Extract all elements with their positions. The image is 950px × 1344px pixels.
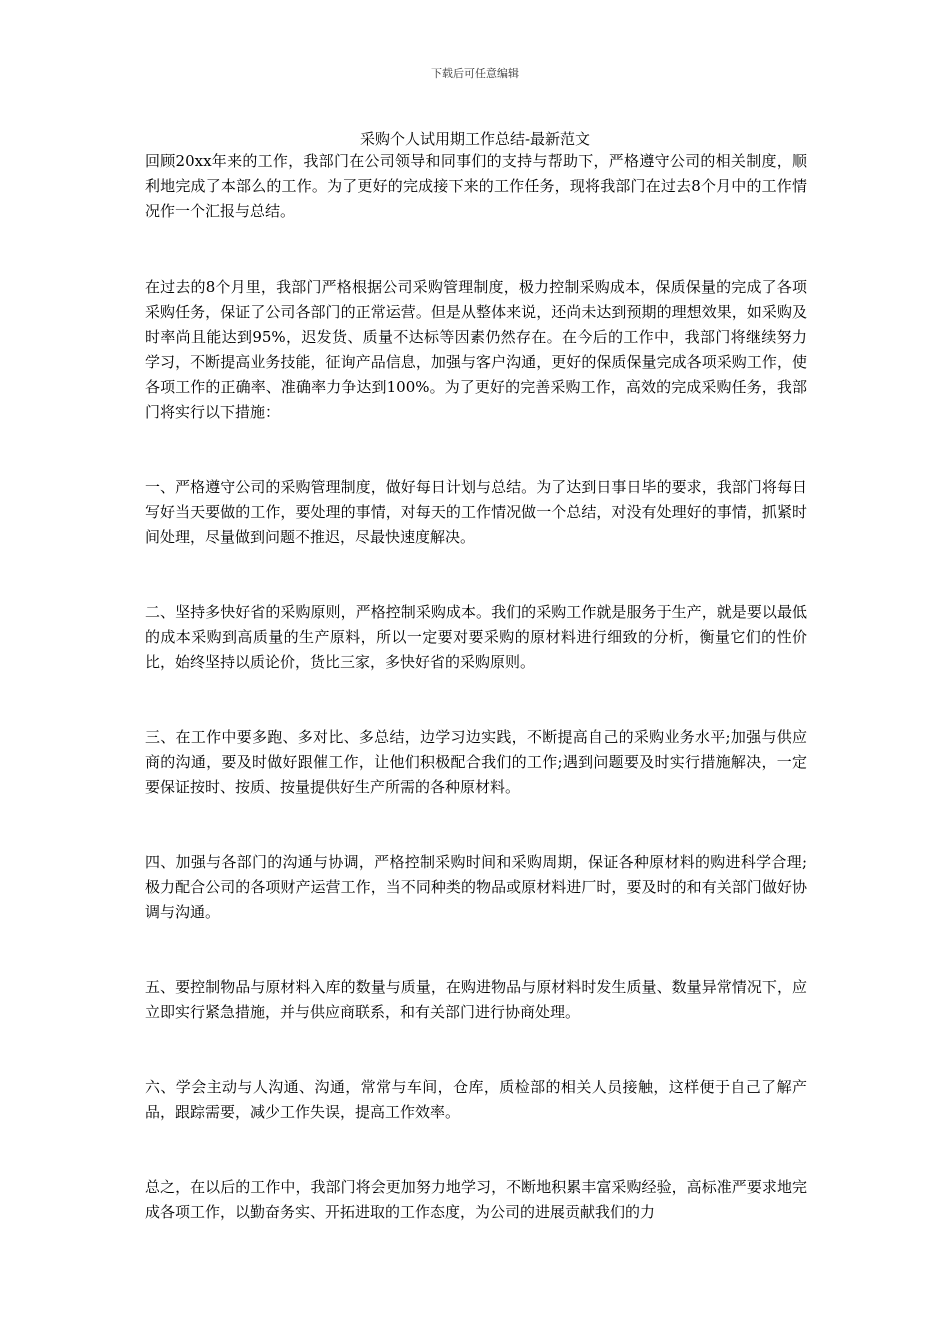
paragraph-measure-1: 一、严格遵守公司的采购管理制度，做好每日计划与总结。为了达到日事日毕的要求，我部门将每日写好当天要做的工作，要处理的事情，对每天的工作情况做一个总结，对没有处理好的事情，抓紧时间处理，尽量做到问题不推迟，尽最快速度解决。: [145, 478, 807, 546]
paragraph-measure-2: 二、坚持多快好省的采购原则，严格控制采购成本。我们的采购工作就是服务于生产，就是要以最低的成本采购到高质量的生产原料，所以一定要对要采购的原材料进行细致的分析，衡量它们的性价比，始终坚持以质论价，货比三家，多快好省的采购原则。: [145, 603, 807, 671]
header-note: 下载后可任意编辑: [431, 67, 519, 80]
paragraph-measure-6: 六、学会主动与人沟通、沟通，常常与车间，仓库，质检部的相关人员接触，这样便于自己了解产品，跟踪需要，减少工作失误，提高工作效率。: [145, 1078, 807, 1121]
paragraph-measure-5: 五、要控制物品与原材料入库的数量与质量，在购进物品与原材料时发生质量、数量异常情况下，应立即实行紧急措施，并与供应商联系，和有关部门进行协商处理。: [145, 978, 807, 1021]
document-body: [145, 149, 807, 1225]
paragraph-overview: 在过去的8个月里，我部门严格根据公司采购管理制度，极力控制采购成本，保质保量的完成了各项采购任务，保证了公司各部门的正常运营。但是从整体来说，还尚未达到预期的理想效果，如采购及时率尚且能达到95%，迟发货、质量不达标等因素仍然存在。在今后的工作中，我部门将继续努力学习，不断提高业务技能，征询产品信息，加强与客户沟通，更好的保质保量完成各项采购工作，使各项工作的正确率、准确率力争达到100%。为了更好的完善采购工作，高效的完成采购任务，我部门将实行以下措施：: [145, 278, 807, 421]
paragraph-conclusion: 总之，在以后的工作中，我部门将会更加努力地学习，不断地积累丰富采购经验，高标准严要求地完成各项工作，以勤奋务实、开拓进取的工作态度，为公司的进展贡献我们的力: [145, 1178, 807, 1221]
paragraph-measure-4: 四、加强与各部门的沟通与协调，严格控制采购时间和采购周期，保证各种原材料的购进科学合理;极力配合公司的各项财产运营工作，当不同种类的物品或原材料进厂时，要及时的和有关部门做好协调与沟通。: [145, 853, 807, 921]
document-title: 采购个人试用期工作总结-最新范文: [359, 130, 591, 148]
paragraph-intro: 回顾20xx年来的工作，我部门在公司领导和同事们的支持与帮助下，严格遵守公司的相关制度，顺利地完成了本部么的工作。为了更好的完成接下来的工作任务，现将我部门在过去8个月中的工作情况作一个汇报与总结。: [145, 152, 807, 220]
paragraph-measure-3: 三、在工作中要多跑、多对比、多总结，边学习边实践，不断提高自己的采购业务水平;加强与供应商的沟通，要及时做好跟催工作，让他们积极配合我们的工作;遇到问题要及时实行措施解决，一定要保证按时、按质、按量提供好生产所需的各种原材料。: [145, 728, 807, 796]
